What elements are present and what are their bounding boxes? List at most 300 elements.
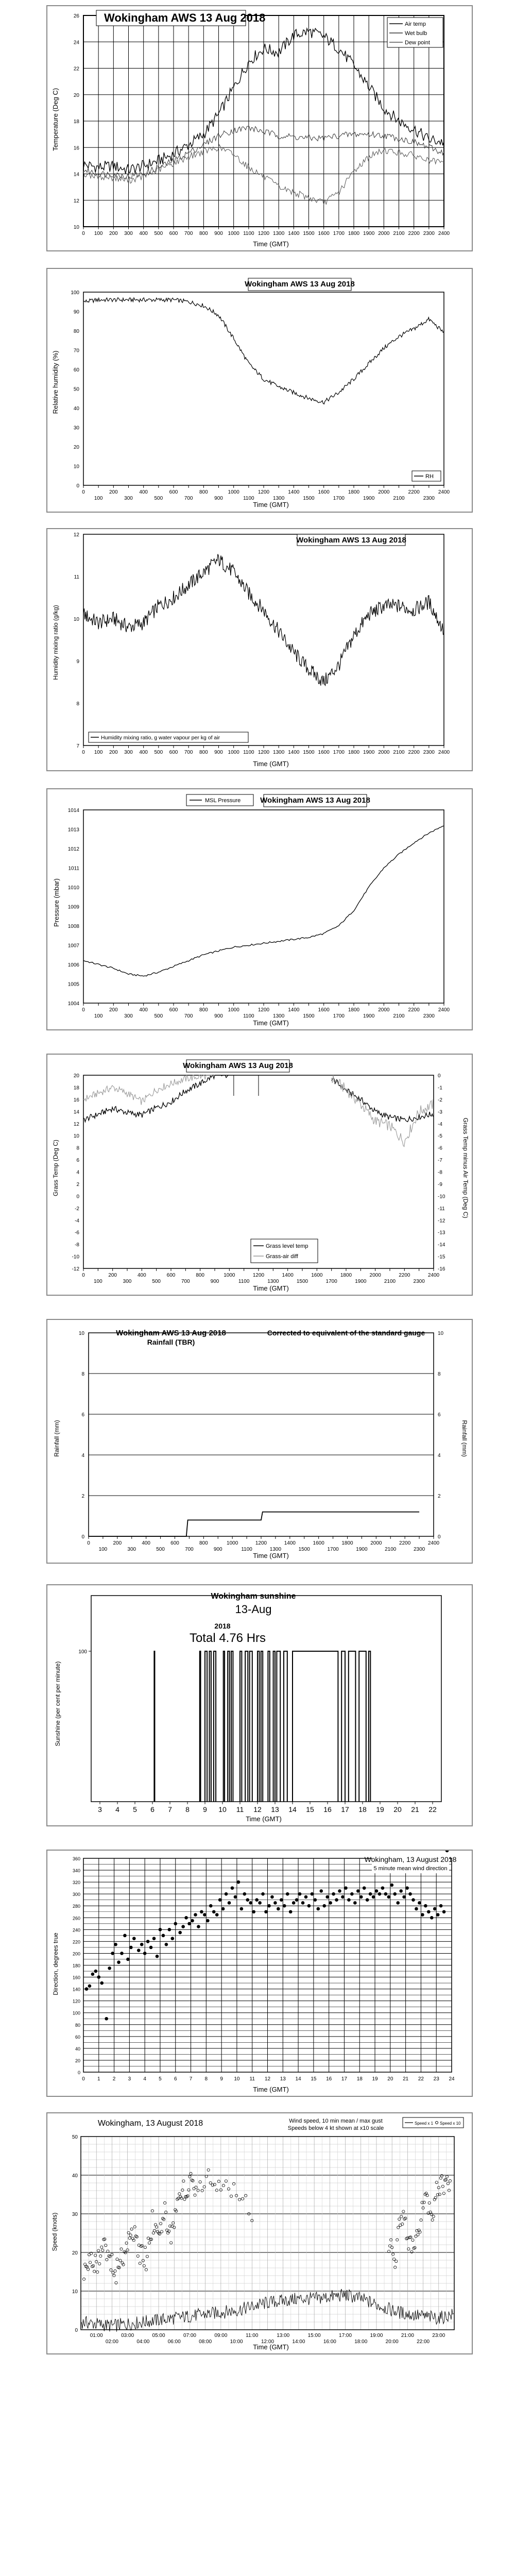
x-tick-label: 8 — [185, 1805, 190, 1814]
x-tick-label: 1500 — [298, 1547, 310, 1552]
direction-point — [298, 1892, 302, 1896]
direction-point — [405, 1886, 409, 1890]
y-axis-label: Relative humidity (%) — [52, 350, 59, 414]
speed-x10-point — [128, 2237, 131, 2240]
x-tick-label: 24 — [449, 2076, 455, 2082]
x-tick-label: 800 — [199, 750, 208, 755]
direction-point — [120, 1952, 124, 1955]
speed-x10-point — [417, 2233, 419, 2236]
x-tick-label: 400 — [139, 750, 148, 755]
direction-point — [200, 1910, 203, 1913]
direction-point — [100, 1981, 104, 1985]
x-tick-label: 800 — [196, 1273, 205, 1278]
direction-point — [390, 1884, 394, 1887]
y2-tick-label: -16 — [438, 1266, 445, 1272]
x-tick-label: 12 — [253, 1805, 262, 1814]
x-tick-label: 12 — [264, 2076, 271, 2082]
direction-point — [280, 1898, 283, 1902]
speed-x10-point — [139, 2262, 141, 2265]
x-tick-label: 400 — [139, 1007, 148, 1013]
speed-x10-point — [194, 2194, 196, 2196]
speed-x10-point — [106, 2258, 108, 2261]
x-tick-label: 1800 — [348, 1007, 360, 1013]
y-tick-label: 18 — [73, 119, 79, 125]
direction-point — [255, 1898, 259, 1902]
y-tick-label: 40 — [72, 2173, 78, 2179]
y-tick-label: 8 — [81, 1371, 84, 1377]
sunshine-bar — [200, 1651, 201, 1802]
y-tick-label: 360 — [72, 1856, 80, 1861]
direction-point — [270, 1895, 274, 1899]
speed-x10-point — [195, 2186, 197, 2189]
speed-x10-point — [435, 2181, 438, 2183]
direction-point — [117, 1960, 121, 1964]
humidity-chart-panel — [46, 268, 473, 513]
speed-x10-point — [164, 2201, 166, 2204]
x-tick-label: 1300 — [273, 1013, 285, 1019]
y-tick-label: 30 — [72, 2212, 78, 2217]
y-tick-label: 50 — [72, 2134, 78, 2140]
y-tick-label: 16 — [73, 1097, 79, 1103]
y-tick-label: 220 — [72, 1939, 80, 1945]
direction-point — [393, 1892, 397, 1896]
x-tick-label: 21:00 — [401, 2333, 414, 2338]
sunshine-bar — [240, 1651, 242, 1802]
speed-x10-point — [165, 2211, 167, 2213]
x-tick-label: 4 — [143, 2076, 146, 2082]
chart-title: Wokingham AWS 13 Aug 2018 — [104, 11, 266, 24]
direction-point — [439, 1904, 443, 1908]
direction-point — [184, 1916, 188, 1920]
y-tick-label: 8 — [76, 1145, 79, 1151]
speed-x10-point — [98, 2262, 101, 2265]
x-tick-label: 17 — [341, 2076, 348, 2082]
speed-x10-point — [230, 2195, 232, 2197]
y-axis-label: Temperature (Deg C) — [52, 88, 59, 151]
wind-speed-chart-panel — [46, 2112, 473, 2354]
x-tick-label: 20:00 — [385, 2339, 399, 2345]
y-tick-label: 10 — [73, 617, 79, 622]
mixing-ratio-chart — [47, 529, 472, 770]
x-tick-label: 2400 — [438, 231, 450, 236]
x-tick-label: 16:00 — [323, 2339, 336, 2345]
x-tick-label: 500 — [156, 1547, 165, 1552]
y-tick-label: 20 — [75, 2058, 80, 2063]
x-tick-label: 9 — [220, 2076, 223, 2082]
y2-tick-label: -6 — [438, 1145, 442, 1151]
x-tick-label: 600 — [169, 489, 178, 495]
direction-point — [249, 1901, 252, 1905]
chart-title: Wokingham, 13 August 2018 — [364, 1855, 457, 1863]
x-tick-label: 09:00 — [214, 2333, 228, 2338]
direction-point — [252, 1910, 255, 1913]
legend-label: Speed x 10 — [440, 2121, 461, 2126]
x-tick-label: 2100 — [385, 1547, 397, 1552]
x-tick-label: 1300 — [269, 1547, 282, 1552]
x-tick-label: 100 — [94, 750, 103, 755]
x-tick-label: 1000 — [228, 750, 239, 755]
x-tick-label: 200 — [109, 489, 118, 495]
speed-x10-point — [197, 2189, 199, 2192]
y-axis-label: Grass Temp (Deg C) — [52, 1140, 59, 1196]
x-tick-label: 900 — [214, 231, 223, 236]
direction-point — [194, 1913, 197, 1917]
sunshine-bar — [293, 1651, 338, 1802]
x-tick-label: 7 — [168, 1805, 172, 1814]
x-tick-label: 1200 — [252, 1273, 265, 1278]
direction-point — [295, 1898, 299, 1902]
x-axis-label: Time (GMT) — [253, 501, 289, 509]
direction-point — [341, 1895, 345, 1899]
y-tick-label: 320 — [72, 1880, 80, 1886]
plot-area — [83, 534, 444, 745]
speed-x10-point — [420, 2219, 422, 2222]
temperature-chart-panel — [46, 5, 473, 251]
x-tick-label: 400 — [137, 1273, 146, 1278]
y2-tick-label: -2 — [438, 1097, 442, 1103]
y-tick-label: 1011 — [68, 866, 79, 872]
direction-point — [91, 1972, 95, 1976]
speed-x10-point — [447, 2182, 449, 2185]
direction-point — [97, 1975, 100, 1979]
direction-point — [234, 1895, 237, 1899]
y-tick-label: 7 — [76, 743, 79, 749]
speed-x10-point — [441, 2185, 444, 2188]
x-tick-label: 2200 — [408, 750, 420, 755]
legend-label: Dew point — [405, 40, 430, 46]
x-tick-label: 300 — [124, 750, 133, 755]
chart-title: Wokingham AWS 13 Aug 2018 — [260, 796, 370, 805]
x-tick-label: 16 — [323, 1805, 332, 1814]
y-axis-label: Rainfall (mm) — [53, 1420, 60, 1457]
y-tick-label: -6 — [75, 1230, 79, 1236]
sunshine-bar — [231, 1651, 233, 1802]
speed-x10-point — [207, 2168, 210, 2171]
series-line-rainfall — [89, 1512, 419, 1536]
direction-point — [372, 1895, 375, 1899]
x-tick-label: 1200 — [258, 1007, 270, 1013]
x-tick-label: 1600 — [318, 489, 330, 495]
speed-x10-point — [449, 2179, 451, 2182]
direction-point — [159, 1928, 162, 1931]
x-tick-label: 1700 — [333, 496, 345, 501]
y-tick-label: 40 — [73, 406, 79, 412]
direction-point — [108, 1967, 111, 1970]
direction-point — [114, 1943, 117, 1946]
x-tick-label: 200 — [109, 1007, 118, 1013]
chart-note: Speeds below 4 kt shown at x10 scale — [287, 2125, 384, 2131]
x-tick-label: 1100 — [243, 750, 254, 755]
direction-point — [261, 1892, 265, 1896]
y-tick-label: 1005 — [67, 981, 79, 988]
speed-x10-point — [114, 2269, 116, 2272]
x-tick-label: 2100 — [393, 496, 405, 501]
direction-point — [359, 1895, 363, 1899]
x-tick-label: 2300 — [413, 1279, 425, 1284]
x-tick-label: 300 — [123, 1279, 132, 1284]
direction-point — [181, 1925, 185, 1928]
y-tick-label: 4 — [81, 1453, 84, 1459]
x-tick-label: 900 — [214, 496, 223, 501]
x-tick-label: 1000 — [228, 1007, 239, 1013]
plot-area — [91, 1596, 441, 1802]
x-tick-label: 1700 — [333, 231, 345, 236]
speed-x10-point — [440, 2175, 443, 2177]
x-tick-label: 500 — [152, 1279, 161, 1284]
x-axis-label: Time (GMT) — [253, 1019, 289, 1027]
x-tick-label: 1400 — [282, 1273, 294, 1278]
sunshine-bar — [273, 1651, 275, 1802]
x-tick-label: 1900 — [363, 750, 375, 755]
y2-tick-label: 4 — [438, 1453, 441, 1459]
chart-title: Wokingham sunshine — [211, 1592, 296, 1601]
speed-x10-point — [445, 2175, 448, 2178]
speed-x10-point — [82, 2278, 85, 2280]
direction-point — [314, 1898, 317, 1902]
direction-point — [246, 1898, 249, 1902]
x-tick-label: 1300 — [267, 1279, 279, 1284]
x-tick-label: 10:00 — [230, 2339, 243, 2345]
x-tick-label: 14 — [295, 2076, 301, 2082]
x-tick-label: 2000 — [378, 1007, 390, 1013]
y2-tick-label: 10 — [438, 1331, 444, 1336]
chart-title: Wokingham AWS 13 Aug 2018 — [245, 280, 355, 289]
speed-x10-point — [120, 2248, 123, 2250]
x-tick-label: 1500 — [303, 496, 315, 501]
y-tick-label: 1004 — [67, 1001, 79, 1007]
x-tick-label: 08:00 — [199, 2339, 212, 2345]
x-tick-label: 1200 — [258, 750, 270, 755]
sunshine-bar — [261, 1651, 263, 1802]
direction-point — [311, 1892, 314, 1896]
y2-tick-label: 2 — [438, 1494, 441, 1499]
wind-direction-chart — [47, 1851, 472, 2096]
direction-point — [347, 1898, 351, 1902]
x-tick-label: 10 — [218, 1805, 227, 1814]
direction-point — [215, 1913, 219, 1917]
x-tick-label: 100 — [94, 231, 103, 236]
x-tick-label: 22 — [428, 1805, 437, 1814]
y-tick-label: 4 — [76, 1170, 79, 1176]
y-tick-label: 180 — [72, 1963, 80, 1969]
wind-speed-chart — [47, 2113, 472, 2353]
x-tick-label: 2300 — [423, 1013, 435, 1019]
y-tick-label: 1013 — [67, 827, 79, 833]
x-tick-label: 18 — [358, 1805, 367, 1814]
x-tick-label: 1300 — [273, 496, 285, 501]
y-axis-label: Humidity mixing ratio (g/kg) — [52, 605, 59, 680]
x-tick-label: 1800 — [340, 1273, 352, 1278]
direction-point — [399, 1889, 403, 1893]
direction-point — [325, 1895, 329, 1899]
speed-x10-point — [97, 2249, 100, 2252]
direction-point — [143, 1952, 147, 1955]
x-tick-label: 8 — [204, 2076, 208, 2082]
x-tick-label: 1900 — [363, 1013, 375, 1019]
direction-point — [338, 1889, 341, 1893]
direction-point — [237, 1880, 241, 1884]
y-axis-label: Direction, degrees true — [52, 1933, 59, 1995]
direction-point — [221, 1907, 225, 1911]
direction-point — [301, 1901, 305, 1905]
x-tick-label: 12:00 — [261, 2339, 274, 2345]
chart-subtitle: 13-Aug — [235, 1603, 272, 1616]
x-tick-label: 1400 — [288, 489, 300, 495]
x-tick-label: 1300 — [273, 231, 285, 236]
x-tick-label: 2000 — [370, 1540, 382, 1546]
sunshine-chart-panel — [46, 1584, 473, 1826]
x-tick-label: 1700 — [325, 1279, 337, 1284]
x-tick-label: 21 — [403, 2076, 409, 2082]
direction-point — [178, 1931, 182, 1935]
speed-x10-point — [105, 2244, 107, 2247]
y2-tick-label: 0 — [438, 1073, 441, 1079]
x-tick-label: 2300 — [413, 1547, 425, 1552]
x-tick-label: 13:00 — [277, 2333, 290, 2338]
x-tick-label: 1000 — [224, 1273, 235, 1278]
y-tick-label: 1008 — [67, 924, 79, 929]
series-line-grass-air-diff — [332, 1075, 433, 1147]
speed-x10-point — [160, 2230, 163, 2233]
sunshine-bar — [205, 1651, 207, 1802]
chart-note: Corrected to equivalent of the standard gauge — [267, 1329, 425, 1337]
y-tick-label: 14 — [73, 172, 79, 178]
y-tick-label: -12 — [72, 1266, 79, 1272]
speed-x10-point — [411, 2239, 414, 2241]
direction-point — [344, 1886, 348, 1890]
x-tick-label: 400 — [139, 231, 148, 236]
legend-label: MSL Pressure — [205, 798, 241, 804]
y-tick-label: 80 — [75, 2022, 80, 2028]
x-tick-label: 07:00 — [183, 2333, 196, 2338]
speed-x10-point — [245, 2194, 247, 2197]
y-tick-label: 1007 — [67, 943, 79, 949]
speed-x10-point — [432, 2215, 435, 2218]
series-line-grass-temp — [83, 1075, 229, 1122]
x-tick-label: 15 — [311, 2076, 317, 2082]
speed-x10-point — [159, 2222, 162, 2225]
y-tick-label: 20 — [73, 445, 79, 450]
y2-tick-label: -1 — [438, 1085, 442, 1091]
series-line-speed-x1 — [81, 2289, 454, 2332]
speed-x10-point — [130, 2228, 133, 2230]
series-line-rh — [83, 298, 444, 404]
sunshine-bar — [284, 1651, 287, 1802]
x-tick-label: 700 — [184, 496, 193, 501]
x-axis-label: Time (GMT) — [253, 2086, 289, 2093]
speed-x10-point — [217, 2180, 220, 2182]
y-tick-label: 120 — [72, 1998, 80, 2004]
x-tick-label: 17 — [341, 1805, 349, 1814]
x-tick-label: 13 — [280, 2076, 286, 2082]
x-tick-label: 600 — [169, 1007, 178, 1013]
x-tick-label: 21 — [411, 1805, 419, 1814]
direction-point — [273, 1901, 277, 1905]
x-tick-label: 0 — [82, 1273, 85, 1278]
direction-point — [267, 1904, 271, 1908]
direction-point — [168, 1928, 171, 1931]
direction-point — [292, 1901, 296, 1905]
sunshine-bar — [359, 1651, 366, 1802]
x-tick-label: 17:00 — [339, 2333, 352, 2338]
direction-point — [129, 1946, 133, 1950]
x-tick-label: 1100 — [243, 496, 254, 501]
sunshine-bar — [268, 1651, 269, 1802]
direction-point — [322, 1904, 326, 1908]
direction-point — [427, 1910, 431, 1913]
y-tick-label: 20 — [73, 92, 79, 98]
direction-point — [156, 1955, 159, 1958]
direction-point — [88, 1985, 92, 1988]
x-tick-label: 7 — [189, 2076, 193, 2082]
y-tick-label: 20 — [73, 1073, 79, 1079]
speed-x10-point — [402, 2210, 405, 2213]
y-tick-label: 6 — [76, 1158, 79, 1164]
direction-point — [387, 1895, 391, 1899]
rainfall-chart — [47, 1320, 472, 1563]
speed-x10-point — [115, 2281, 117, 2284]
direction-point — [402, 1895, 406, 1899]
y-tick-label: 160 — [72, 1975, 80, 1980]
temperature-chart — [47, 6, 472, 250]
chart-title: Wokingham, 13 August 2018 — [97, 2119, 203, 2128]
direction-point — [206, 1919, 210, 1923]
y2-tick-label: -8 — [438, 1170, 442, 1176]
legend-label: RH — [425, 473, 434, 480]
x-tick-label: 2100 — [384, 1279, 396, 1284]
x-tick-label: 1300 — [273, 750, 285, 755]
x-axis-label: Time (GMT) — [253, 240, 289, 248]
direction-point — [149, 1946, 153, 1950]
speed-x10-point — [148, 2242, 150, 2244]
x-tick-label: 3 — [98, 1805, 102, 1814]
chart-title: Wokingham AWS 13 Aug 2018 — [296, 536, 406, 545]
x-tick-label: 2200 — [408, 489, 420, 495]
direction-point — [152, 1937, 156, 1940]
x-axis-label: Time (GMT) — [246, 1815, 282, 1823]
y-axis-label: Sunshine (per cent per minute) — [54, 1661, 61, 1747]
x-tick-label: 0 — [82, 489, 85, 495]
x-tick-label: 0 — [82, 750, 85, 755]
sunshine-bar — [245, 1651, 248, 1802]
y-tick-label: 10 — [73, 1133, 79, 1140]
x-tick-label: 200 — [109, 750, 118, 755]
x-tick-label: 1500 — [303, 231, 315, 236]
direction-point — [209, 1904, 213, 1908]
speed-x10-point — [398, 2218, 401, 2221]
x-tick-label: 10 — [234, 2076, 240, 2082]
y-tick-label: 6 — [81, 1412, 84, 1418]
speed-x10-point — [89, 2261, 92, 2264]
x-tick-label: 23:00 — [432, 2333, 445, 2338]
direction-point — [165, 1943, 168, 1946]
x-tick-label: 1800 — [341, 1540, 353, 1546]
y-tick-label: 10 — [72, 2289, 78, 2295]
sunshine-bar — [214, 1651, 216, 1802]
direction-point — [225, 1892, 228, 1896]
y-tick-label: 240 — [72, 1927, 80, 1933]
y-tick-label: 1010 — [67, 885, 79, 891]
direction-point — [317, 1907, 320, 1911]
direction-point — [243, 1892, 247, 1896]
x-tick-label: 1200 — [255, 1540, 267, 1546]
direction-point — [350, 1892, 354, 1896]
direction-point — [353, 1901, 357, 1905]
sunshine-chart — [47, 1585, 472, 1825]
direction-point — [381, 1886, 385, 1890]
speed-x10-point — [133, 2226, 136, 2228]
y-tick-label: 0 — [76, 483, 79, 489]
